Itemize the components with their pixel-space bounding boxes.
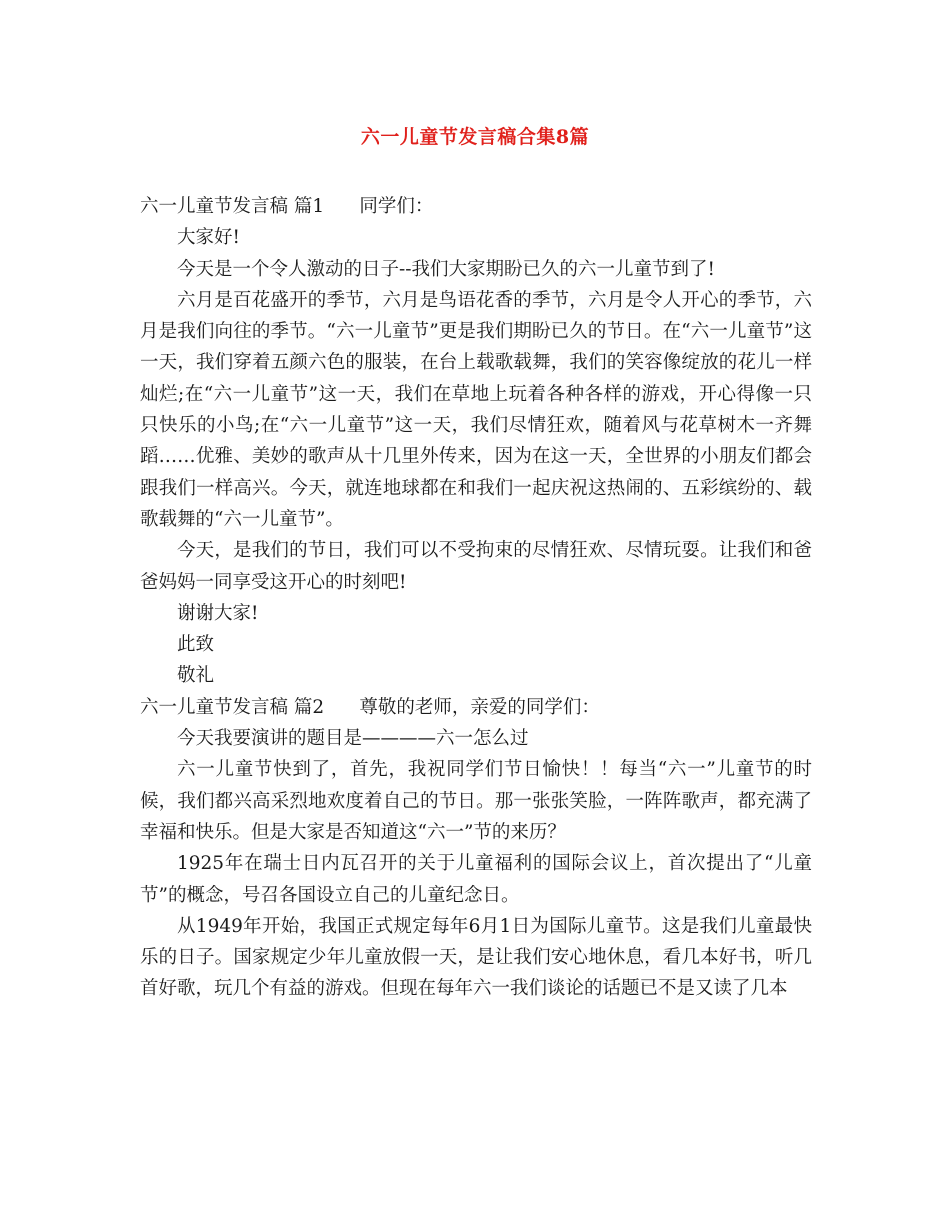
document-body — [140, 191, 812, 1005]
paragraph: 1925年在瑞士日内瓦召开的关于儿童福利的国际会议上，首次提出了“儿童节”的概念，号召各国设立自己的儿童纪念日。 — [140, 853, 812, 906]
paragraph: 从1949年开始，我国正式规定每年6月1日为国际儿童节。这是我们儿童最快乐的日子。国家规定少年儿童放假一天，是让我们安心地休息，看几本好书，听几首好歌，玩几个有益的游戏。但现在每年六一我们谈论的话题已不是又读了几本 — [140, 915, 812, 1000]
paragraph: 大家好! — [177, 227, 240, 249]
section-heading-2: 六一儿童节发言稿 篇2 尊敬的老师，亲爱的同学们： — [140, 696, 600, 718]
paragraph: 敬礼 — [177, 665, 215, 687]
paragraph: 今天，是我们的节日，我们可以不受拘束的尽情狂欢、尽情玩耍。让我们和爸爸妈妈一同享受这开心的时刻吧! — [140, 540, 812, 593]
paragraph: 六一儿童节快到了，首先，我祝同学们节日愉快！！每当“六一”儿童节的时候，我们都兴高采烈地欢度着自己的节日。那一张张笑脸，一阵阵歌声，都充满了幸福和快乐。但是大家是否知道这“六一”节的来历？ — [140, 759, 812, 843]
paragraph: 六月是百花盛开的季节，六月是鸟语花香的季节，六月是令人开心的季节，六月是我们向往的季节。“六一儿童节”更是我们期盼已久的节日。在“六一儿童节”这一天，我们穿着五颜六色的服装，在台上载歌载舞，我们的笑容像绽放的花儿一样灿烂;在“六一儿童节”这一天，我们在草地上玩着各种各样的游戏，开心得像一只只快乐的小鸟;在“六一儿童节”这一天，我们尽情狂欢，随着风与花草树木一齐舞蹈……优雅、美妙的歌声从十几里外传来，因为在这一天，全世界的小朋友们都会跟我们一样高兴。今天，就连地球都在和我们一起庆祝这热闹的、五彩缤纷的、载歌载舞的“六一儿童节”。 — [140, 289, 812, 530]
paragraph: 今天我要演讲的题目是————六一怎么过 — [177, 728, 529, 750]
section-heading-1: 六一儿童节发言稿 篇1 同学们： — [140, 196, 434, 217]
document-title: 六一儿童节发言稿合集8篇 — [360, 126, 590, 148]
paragraph: 今天是一个令人激动的日子--我们大家期盼已久的六一儿童节到了! — [177, 258, 715, 280]
paragraph: 此致 — [177, 634, 215, 656]
paragraph: 谢谢大家! — [177, 602, 259, 624]
